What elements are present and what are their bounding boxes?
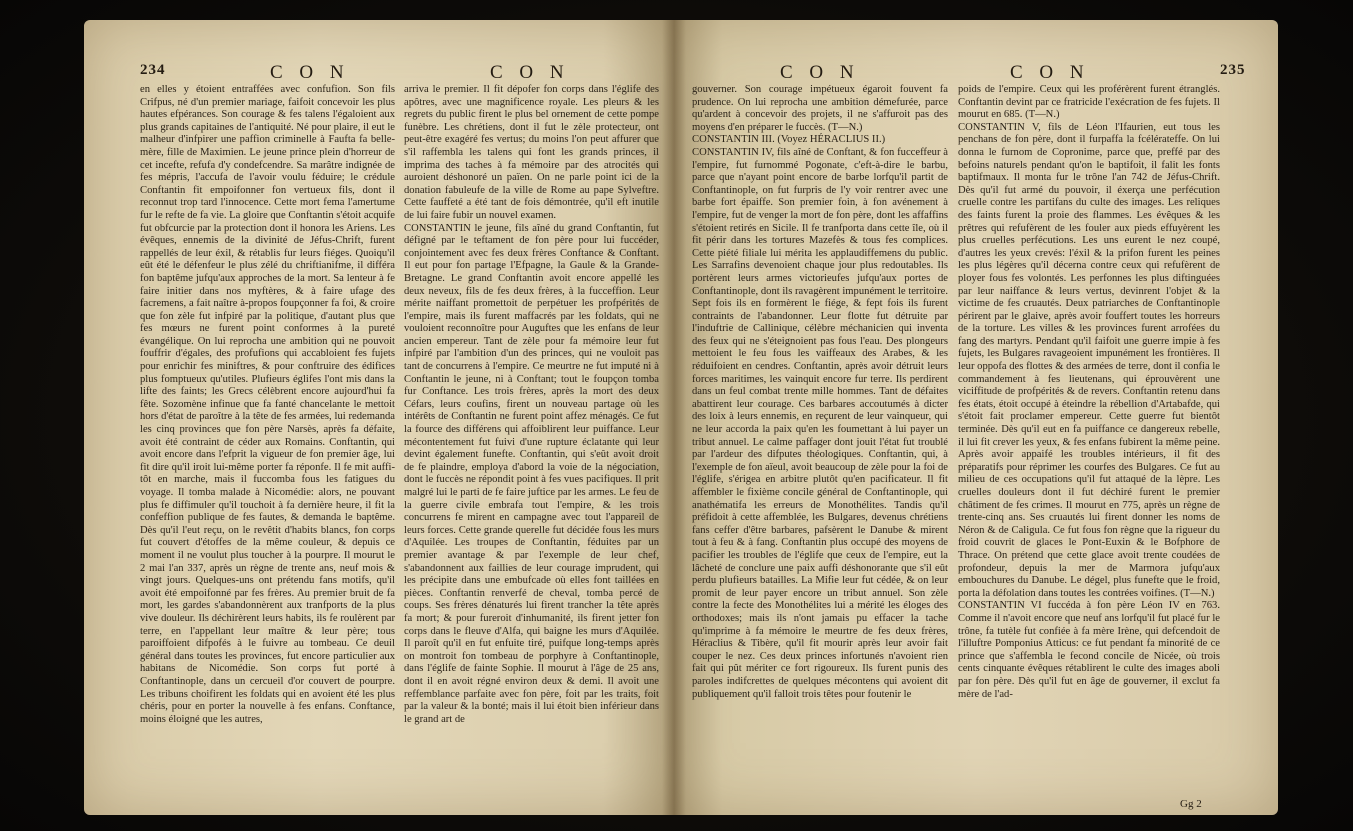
signature-mark: Gg 2: [1180, 798, 1202, 810]
right-col1-text: gouverner. Son courage impétueux égaroit fouvent fa prudence. On lui reprocha une ambition démefurée, parce qu'ardent à concevoir des projets, il ne s'affuroit pas des moyens d'en préparer le fuccès. (T—N.) CONSTANTIN III. (Voyez HÉRACLIUS II.) CONSTANTIN IV, fils aîné de Conftant, & fon fucceffeur à l'empire, fut furnommé Pogonate, c'eft-à-dire le barbu, parce que n'ayant point encore de barbe lorfqu'il partit de Conftantinople, on fut furpris de l'y voir rentrer avec une barbe fort épaiffe. Son premier foin, à fon avénement à l'empire, fut de venger la mort de fon père, dont les affaffins s'étoient retirés en Sicile. Il fe tranfporta dans cette île, où il fit périr dans les tortures Mazefès & tous fes complices. Cette piété filiale lui mérita les applaudiffemens du public. Les Sarrafins devenoient chaque jour plus redoutables. Ils portèrent leurs armes victorieufes jufqu'aux portes de Conftantinople, dont ils ravagèrent impunément le territoire. Sept fois ils en formèrent le fiége, & fept fois ils furent contraints de l'abandonner. Leur flotte fut détruite par l'induftrie de Callinique, célèbre méchanicien qui inventa des feux qui ne s'éteignoient pas fous l'eau. Des plongeurs mettoient le feu fous les vaiffeaux des Arabes, & les réduifoient en cendres. Conftantin, après avoir détruit leurs forces maritimes, les vainquit encore fur terre. Ils perdirent dans un feul combat trente mille hommes. Tant de défaites abattirent leur courage. Ces barbares accoutumés à dicter des loix à leurs ennemis, en reçurent de leur vainqueur, qui ne leur accorda la paix qu'en les foumettant à lui payer un tribut annuel. Le calme paffager dont jouit l'état fut troublé par l'ardeur des difputes théologiques. Conftantin, qui, à l'exemple de fon aïeul, avoit beaucoup de zèle pour la foi de l'églife, s'érigea en arbitre plutôt qu'en pacificateur. Il fit affembler le fixième concile général de Conftantinople, qui anathématifa les erreurs de Monothélites. Tandis qu'il préfidoit à cette affemblée, les Bulgares, devenus chrétiens fans ceffer d'être barbares, pafsèrent le Danube & mirent tout à feu & à fang. Conftantin plus occupé des moyens de pacifier les troubles de l'églife que ceux de l'empire, eut la lâcheté de conclure une paix auffi déshonorante que s'il eût perdu plufieurs batailles. La Mifie leur fut cédée, & on leur promit de leur payer encore un tribut annuel. Son zèle contre la fecte des Monothélites lui a mérité les éloges des orthodoxes; mais ils n'ont jamais pu effacer la tache qu'imprime à fa mémoire le meurtre de fes deux frères, Héraclius & Tibère, qu'il fit mourir après leur avoir fait couper le nez. Ces deux princes infortunés n'avoient rien fait qui pût mériter ce fort rigoureux. Ils furent punis des paroles indifcrettes de quelques mécontens qui avoient dit publiquement qu'il falloit trois têtes pour foutenir le: [692, 84, 948, 700]
right-running-head-2: C O N: [1010, 62, 1090, 83]
right-column-2: [958, 84, 1220, 806]
left-col2-text: arriva le premier. Il fit dépofer fon corps dans l'églife des apôtres, avec une magnificence royale. Les pleurs & les regrets du public firent le plus bel ornement de cette pompe funèbre. Les chrétiens, dont il fut le zèle protecteur, ont peut-être exagéré fes vertus; du moins l'on peut affurer que s'il raffembla les talens qui font les grands princes, il imprima des taches à fa mémoire par des atrocités qui auroient déshonoré un païen. On ne parle point ici de la donation fabuleufe de la ville de Rome au pape Sylveftre. Cette fauffeté a été tant de fois démontrée, qu'il eft inutile de lui faire fubir un nouvel examen. CONSTANTIN le jeune, fils aîné du grand Conftantin, fut défigné par le teftament de fon père pour lui fuccéder, conjointement avec fes deux frères Conftance & Conftant. Il eut pour fon partage l'Efpagne, la Gaule & la Grande-Bretagne. Le grand Conftantin avoit encore appellé les deux neveux, fils de fes deux frères, à la fucceffion. Leur mérite naiffant promettoit de perpétuer les profpérités de l'empire, mais ils furent maffacrés par les foldats, qui ne vouloient reconnoître pour Auguftes que les enfans de leur ancien empereur. Tant de zèle pour fa mémoire leur fut infpiré par l'ambition d'un des princes, qui ne vouloit pas tant de concurrens à l'empire. Ce meurtre ne fut imputé ni à Conftantin le jeune, ni à Conftant; tout le foupçon tomba fur Conftance. Les trois frères, après la mort des deux Céfars, leurs coufins, firent un nouveau partage où les intérêts de Conftantin ne furent point affez ménagés. Ce fut la fource des différens qui affoiblirent leur puiffance. Leur mécontentement fut fuivi d'une rupture éclatante qui leur devint également funefte. Conftantin, qui s'eût avoit droit de fe plaindre, employa d'abord la voie de la négociation, dont le fuccès ne répondit point à fes vues pacifiques. Il prit malgré lui le parti de fe faire juftice par les armes. Le feu de la guerre civile embrafa tout l'empire, & les trois concurrens fe mirent en campagne avec tout l'appareil de leurs forces. Cette grande querelle fut décidée fous les murs d'Aquilée. Les troupes de Conftantin, féduites par un premier avantage & par l'exemple de leur chef, s'abandonnent aux faillies de leur courage imprudent, qui les précipite dans une embufcade où elles font taillées en pièces. Conftantin renverfé de cheval, tomba percé de coups. Ses frères dénaturés lui firent trancher la tête après fa mort; & pour fureroit d'inhumanité, ils firent jetter fon corps dans le fleuve d'Alfa, qui baigne les murs d'Aquilée. Il paroît qu'il en fut enfuite tiré, puifque long-temps après on montroit fon tombeau de porphyre à Conftantinople, dans l'églife de fainte Sophie. Il mourut à l'âge de 25 ans, dont il en avoit régné environ deux & demi. Il avoit une reffemblance parfaite avec fon père, foit par les traits, foit par la valeur & la bonté; mais il lui étoit bien inférieur dans le grand art de: [404, 84, 659, 725]
left-running-head-1: C O N: [270, 62, 350, 83]
right-running-head-1: C O N: [780, 62, 860, 83]
left-column-2: [404, 84, 659, 806]
right-column-1: [692, 84, 948, 806]
book-gutter: [662, 20, 686, 815]
left-column-1: [140, 84, 395, 806]
left-page-number: 234: [140, 62, 166, 78]
left-col1-text: en elles y étoient entraffées avec confufion. Son fils Crifpus, né d'un premier mariage, faifoit concevoir les plus hautes efpérances. Son courage & fes talens l'égaloient aux plus grands capitaines de l'antiquité. Né pour plaire, il eut le malheur d'infpirer une paffion criminelle à Faufta fa belle-mère, fille de Maximien. Le jeune prince plein d'horreur de cet incefte, refufa d'y condefcendre. Sa marâtre indignée de fes mépris, l'accufa de l'avoir voulu féduire; le crédule Conftantin fit empoifonner fon vertueux fils, dont il reconnut trop tard l'innocence. Cette mort fema l'amertume fur le refte de fa vie. La gloire que Conftantin s'étoit acquife fut obfcurcie par la protection dont il honora les Ariens. Les évêques, ennemis de la divinité de Jéfus-Chrift, furent rappellés de leur éxil, & rétablis fur leurs fiéges. Quoiqu'il eût été le défenfeur le plus zélé du chriftianifme, il différa fon baptême jufqu'aux approches de la mort. Sa lenteur à fe faire initier dans nos myftères, & à faire ufage des facremens, a fait naître à-propos foupçonner fa foi, & croire que fon zèle fut infpiré par la politique, d'autant plus que fes mœurs ne furent point conformes à la pureté évangélique. On lui reprocha une ambition qui ne pouvoit fouffrir d'égales, des profufions qui accabloient fes fujets pour enrichir fes miniftres, & pour conftruire des édifices plus fomptueux qu'utiles. Plufieurs églifes l'ont mis dans la lifte des faints; les Grecs célèbrent encore aujourd'hui fa fête. Sozomène infinue que fa fanté chancelante le mettoit hors d'état de paroître à la tête de fes armées, lui redemanda les cinq provinces que fon père Narsès, après fa défaite, avoit été contraint de céder aux Romains. Conftantin, qui avoit encore dans l'efprit la vigueur de fon premier âge, lui fit dire qu'il iroit lui-même porter fa réponfe. Il fe mit auffi-tôt en marche, mais il fuccomba fous les fatigues du voyage. Il tomba malade à Nicomédie: alors, ne pouvant plus fe diffimuler qu'il touchoit à fa dernière heure, il fit la confeffion publique de fes fautes, & demanda le baptême. Dès qu'il l'eut reçu, on le revêtit d'habits blancs, fon corps fut couvert d'étoffes de la même couleur, & depuis ce moment il ne voulut plus toucher à la pourpre. Il mourut le 2 mai l'an 337, après un règne de trente ans, neuf mois & vingt jours. Quelques-uns ont prétendu fans motifs, qu'il avoit été empoifonné par fes frères. Au premier bruit de fa mort, les gardes s'abandonnèrent aux tranfports de la plus vive douleur. Ils déchirèrent leurs habits, ils fe roulèrent par terre, en l'appellant leur maître & leur père; tous paroiffoient difpofés à le fuivre au tombeau. Ce deuil général dans toutes les provinces, fut encore particulier aux habitans de Nicomédie. Son corps fut porté à Conftantinople, dans un cercueil d'or couvert de pourpre. Les tribuns choifirent les foldats qui en avoient été les plus chéris, pour en porter la nouvelle à fes enfans. Conftance, moins éloigné que les autres,: [140, 84, 395, 725]
right-col2-text: poids de l'empire. Ceux qui les proférèrent furent étranglés. Conftantin devint par ce fratricide l'exécration de fes fujets. Il mourut en 685. (T—N.) CONSTANTIN V, fils de Léon l'Ifaurien, eut tous les penchans de fon père, dont il furpaffa la fcélérateffe. On lui donna le furnom de Copronime, parce que, preffé par des befoins naturels pendant qu'on le baptifoit, il falit les fonts baptifmaux. Il monta fur le trône l'an 742 de Jéfus-Chrift. Dès qu'il fut armé du pouvoir, il éxerça une perfécution cruelle contre les partifans du culte des images. Les reliques des faints furent la proie des flammes. Les évêques & les prêtres qui refufèrent de les fouler aux pieds effuyèrent les plus cruelles perfécutions. Les uns eurent le nez coupé, d'autres les yeux crevés: l'éxil & la prifon furent les peines les plus légères qu'il décerna contre ceux qui refufèrent de ployer fous fes volontés. Les perfonnes les plus diftinguées par leur naiffance & leurs vertus, devinrent l'objet & la victime de fes cruautés. Deux patriarches de Conftantinople périrent par le glaive, après avoir fouffert toutes les horreurs de la torture. Les villes & les provinces furent arrofées du fang des martyrs. Pendant qu'il faifoit une guerre impie à fes fujets, les Bulgares ravageoient impunément les frontières. Il leur oppofa des flottes & des armées de terre, dont il confia le commandement à fes lieutenans, qui éprouvèrent une viciffitude de profpérités & de revers. Conftantin retenu dans fes états, étoit occupé à éteindre la rébellion d'Artabafde, qui s'étoit fait proclamer empereur. Cette guerre fut bientôt terminée. Dès qu'il eut en fa puiffance ce dangereux rebelle, il lui fit crever les yeux, & fes enfans fubirent la même peine. Après avoir appaifé les troubles intérieurs, il fit des préparatifs pour réprimer les courfes des Bulgares. Ce fut au milieu de ces occupations qu'il fut attaqué de la lèpre. Les cruelles douleurs dont il fut déchiré furent le premier châtiment de fes crimes. Il mourut en 775, après un règne de trente-cinq ans. Ses cruautés lui firent donner les noms de Néron & de Caligula. Ce fut fous fon règne que la rigueur du froid couvrit de glaces le Pont-Euxin & le Bofphore de Thrace. On prétend que cette glace avoit trente coudées de profondeur, depuis la mer de Marmora jufqu'aux embouchures du Danube. Le dégel, plus funefte que le froid, porta la défolation dans toutes les contrées voifines. (T—N.) CONSTANTIN VI fuccéda à fon père Léon IV en 763. Comme il n'avoit encore que neuf ans lorfqu'il fut placé fur le trône, fa tutèle fut confiée à fa mère Irène, qui defcendoit de l'illuftre Pomponius Atticus: ce fut pendant fa minorité de ce prince que s'affembla le fecond concile de Nicée, où trois cents cinquante évêques rétablirent le culte des images aboli par fon père. Dès qu'il fut en âge de gouverner, il exclut fa mère de l'ad-: [958, 84, 1220, 700]
left-running-head-2: C O N: [490, 62, 570, 83]
right-page-number: 235: [1220, 62, 1246, 78]
